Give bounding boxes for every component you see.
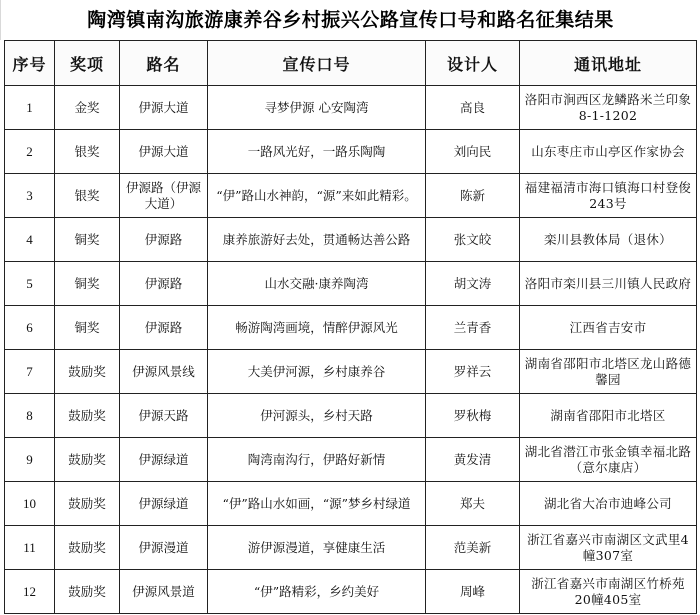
cell-award: 银奖 bbox=[55, 130, 120, 174]
cell-no: 11 bbox=[5, 526, 55, 570]
cell-address: 湖北省潜江市张金镇幸福北路（意尔康店） bbox=[520, 438, 697, 482]
cell-slogan: “伊”路精彩，乡约美好 bbox=[208, 570, 426, 614]
cell-no: 4 bbox=[5, 218, 55, 262]
cell-slogan: 山水交融·康养陶湾 bbox=[208, 262, 426, 306]
cell-road: 伊源路（伊源大道） bbox=[120, 174, 208, 218]
header-designer: 设计人 bbox=[426, 41, 520, 86]
cell-designer: 高良 bbox=[426, 86, 520, 130]
cell-road: 伊源路 bbox=[120, 218, 208, 262]
cell-slogan: 康养旅游好去处，贯通畅达善公路 bbox=[208, 218, 426, 262]
cell-award: 铜奖 bbox=[55, 218, 120, 262]
cell-road: 伊源漫道 bbox=[120, 526, 208, 570]
cell-road: 伊源大道 bbox=[120, 86, 208, 130]
cell-no: 9 bbox=[5, 438, 55, 482]
header-award: 奖项 bbox=[55, 41, 120, 86]
cell-designer: 陈新 bbox=[426, 174, 520, 218]
cell-address: 湖南省邵阳市北塔区龙山路德馨园 bbox=[520, 350, 697, 394]
table-row bbox=[5, 394, 697, 438]
cell-no: 7 bbox=[5, 350, 55, 394]
cell-award: 鼓励奖 bbox=[55, 438, 120, 482]
cell-designer: 周峰 bbox=[426, 570, 520, 614]
cell-slogan: “伊”路山水神韵，“源”来如此精彩。 bbox=[208, 174, 426, 218]
cell-road: 伊源风景道 bbox=[120, 570, 208, 614]
cell-award: 鼓励奖 bbox=[55, 350, 120, 394]
cell-award: 铜奖 bbox=[55, 306, 120, 350]
cell-slogan: 陶湾南沟行，伊路好新情 bbox=[208, 438, 426, 482]
cell-no: 1 bbox=[5, 86, 55, 130]
table-row bbox=[5, 262, 697, 306]
table-row bbox=[5, 526, 697, 570]
cell-no: 2 bbox=[5, 130, 55, 174]
page-title: 陶湾镇南沟旅游康养谷乡村振兴公路宣传口号和路名征集结果 bbox=[0, 0, 700, 40]
table-row bbox=[5, 86, 697, 130]
cell-address: 湖南省邵阳市北塔区 bbox=[520, 394, 697, 438]
cell-road: 伊源路 bbox=[120, 262, 208, 306]
cell-address: 洛阳市涧西区龙鳞路米兰印象8-1-1202 bbox=[520, 86, 697, 130]
table-row bbox=[5, 174, 697, 218]
header-address: 通讯地址 bbox=[520, 41, 697, 86]
cell-slogan: 伊河源头，乡村天路 bbox=[208, 394, 426, 438]
cell-road: 伊源大道 bbox=[120, 130, 208, 174]
cell-designer: 刘向民 bbox=[426, 130, 520, 174]
cell-address: 浙江省嘉兴市南湖区竹桥苑20幢405室 bbox=[520, 570, 697, 614]
header-road: 路名 bbox=[120, 41, 208, 86]
cell-award: 鼓励奖 bbox=[55, 570, 120, 614]
header-slogan: 宣传口号 bbox=[208, 41, 426, 86]
cell-address: 栾川县教体局（退休） bbox=[520, 218, 697, 262]
cell-designer: 罗秋梅 bbox=[426, 394, 520, 438]
table-row bbox=[5, 438, 697, 482]
cell-address: 福建福清市海口镇海口村登俊243号 bbox=[520, 174, 697, 218]
cell-no: 6 bbox=[5, 306, 55, 350]
header-no: 序号 bbox=[5, 41, 55, 86]
cell-designer: 黄发清 bbox=[426, 438, 520, 482]
cell-road: 伊源绿道 bbox=[120, 482, 208, 526]
cell-address: 浙江省嘉兴市南湖区文武里4幢307室 bbox=[520, 526, 697, 570]
cell-address: 山东枣庄市山亭区作家协会 bbox=[520, 130, 697, 174]
cell-road: 伊源路 bbox=[120, 306, 208, 350]
results-table bbox=[4, 40, 697, 614]
cell-address: 洛阳市栾川县三川镇人民政府 bbox=[520, 262, 697, 306]
cell-designer: 郑夫 bbox=[426, 482, 520, 526]
cell-road: 伊源天路 bbox=[120, 394, 208, 438]
cell-award: 鼓励奖 bbox=[55, 526, 120, 570]
header-row bbox=[5, 41, 697, 86]
cell-no: 12 bbox=[5, 570, 55, 614]
cell-award: 铜奖 bbox=[55, 262, 120, 306]
cell-slogan: 寻梦伊源 心安陶湾 bbox=[208, 86, 426, 130]
cell-award: 金奖 bbox=[55, 86, 120, 130]
cell-designer: 罗祥云 bbox=[426, 350, 520, 394]
cell-designer: 范美新 bbox=[426, 526, 520, 570]
cell-slogan: 一路风光好，一路乐陶陶 bbox=[208, 130, 426, 174]
cell-address: 湖北省大冶市迪峰公司 bbox=[520, 482, 697, 526]
cell-no: 10 bbox=[5, 482, 55, 526]
cell-address: 江西省吉安市 bbox=[520, 306, 697, 350]
cell-award: 银奖 bbox=[55, 174, 120, 218]
cell-designer: 张文皎 bbox=[426, 218, 520, 262]
cell-no: 8 bbox=[5, 394, 55, 438]
cell-road: 伊源绿道 bbox=[120, 438, 208, 482]
cell-slogan: 畅游陶湾画境，情醉伊源风光 bbox=[208, 306, 426, 350]
table-row bbox=[5, 130, 697, 174]
cell-road: 伊源风景线 bbox=[120, 350, 208, 394]
cell-no: 3 bbox=[5, 174, 55, 218]
table-row bbox=[5, 482, 697, 526]
table-row bbox=[5, 350, 697, 394]
table-row bbox=[5, 218, 697, 262]
cell-slogan: 游伊源漫道，享健康生活 bbox=[208, 526, 426, 570]
table-row bbox=[5, 570, 697, 614]
cell-award: 鼓励奖 bbox=[55, 394, 120, 438]
cell-designer: 兰青香 bbox=[426, 306, 520, 350]
table-row bbox=[5, 306, 697, 350]
cell-award: 鼓励奖 bbox=[55, 482, 120, 526]
cell-slogan: 大美伊河源，乡村康养谷 bbox=[208, 350, 426, 394]
cell-no: 5 bbox=[5, 262, 55, 306]
cell-slogan: “伊”路山水如画，“源”梦乡村绿道 bbox=[208, 482, 426, 526]
cell-designer: 胡文涛 bbox=[426, 262, 520, 306]
